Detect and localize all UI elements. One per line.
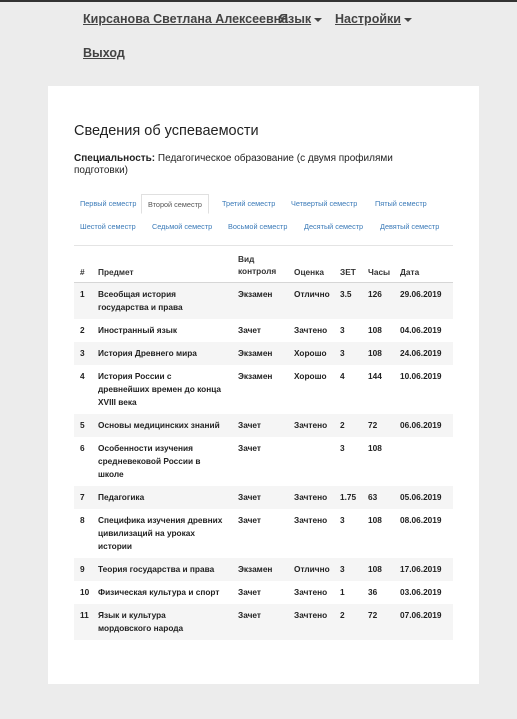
cell-zet: 2	[340, 610, 345, 620]
subject-line: Теория государства и права	[98, 564, 215, 574]
cell-date: 17.06.2019	[400, 564, 442, 574]
cell-subject	[98, 370, 221, 409]
cell-zet: 3	[340, 325, 345, 335]
table-row	[74, 604, 453, 640]
table-row	[74, 283, 453, 319]
cell-num: 3	[80, 348, 85, 358]
cell-control: Зачет	[238, 587, 261, 597]
header-subject: Предмет	[98, 267, 134, 277]
cell-grade: Зачтено	[294, 610, 328, 620]
cell-subject	[98, 563, 214, 576]
cell-hours: 108	[368, 348, 382, 358]
subject-line: Физическая культура и спорт	[98, 587, 220, 597]
cell-control: Зачет	[238, 515, 261, 525]
cell-zet: 2	[340, 420, 345, 430]
cell-zet: 3	[340, 564, 345, 574]
cell-hours: 63	[368, 492, 378, 502]
cell-hours: 108	[368, 515, 382, 525]
table-row	[74, 509, 453, 558]
user-name-link[interactable]: Кирсанова Светлана Алексеевна	[83, 12, 289, 26]
cell-subject	[98, 442, 201, 481]
subject-line: Особенности изучения	[98, 443, 193, 453]
cell-grade: Зачтено	[294, 515, 328, 525]
cell-control: Зачет	[238, 492, 261, 502]
table-row	[74, 437, 453, 486]
cell-hours: 144	[368, 371, 382, 381]
cell-hours: 108	[368, 443, 382, 453]
page-title: Сведения об успеваемости	[74, 123, 259, 139]
table-row	[74, 414, 453, 437]
cell-num: 1	[80, 289, 85, 299]
cell-zet: 3	[340, 348, 345, 358]
subject-line: История России с	[98, 371, 172, 381]
cell-num: 10	[80, 587, 90, 597]
subject-line: Язык и культура	[98, 610, 166, 620]
cell-zet: 3.5	[340, 289, 352, 299]
cell-control: Зачет	[238, 325, 261, 335]
cell-control: Экзамен	[238, 564, 273, 574]
cell-hours: 126	[368, 289, 382, 299]
subject-line: мордовского народа	[98, 623, 184, 633]
cell-num: 6	[80, 443, 85, 453]
cell-subject	[98, 491, 144, 504]
cell-subject	[98, 347, 197, 360]
cell-zet: 3	[340, 515, 345, 525]
settings-dropdown[interactable]	[335, 12, 412, 26]
subject-line: Всеобщая история	[98, 289, 177, 299]
table-row	[74, 342, 453, 365]
subject-line: средневековой России в	[98, 456, 201, 466]
tab-semester-8[interactable]: Восьмой семестр	[228, 222, 288, 231]
subject-line: Иностранный язык	[98, 325, 178, 335]
subject-line: древнейших времен до конца	[98, 384, 222, 394]
cell-date: 07.06.2019	[400, 610, 442, 620]
cell-control: Зачет	[238, 443, 261, 453]
tab-semester-1[interactable]: Первый семестр	[80, 199, 137, 208]
cell-zet: 1.75	[340, 492, 357, 502]
subject-line: школе	[98, 469, 124, 479]
tab-semester-6[interactable]: Шестой семестр	[80, 222, 136, 231]
subject-line: XVIII века	[98, 397, 137, 407]
cell-num: 5	[80, 420, 85, 430]
header-grade: Оценка	[294, 267, 324, 277]
table-row	[74, 558, 453, 581]
tab-semester-4[interactable]: Четвертый семестр	[291, 199, 358, 208]
cell-control: Экзамен	[238, 289, 273, 299]
cell-num: 11	[80, 610, 89, 620]
performance-card	[48, 86, 479, 684]
tab-semester-3[interactable]: Третий семестр	[222, 199, 276, 208]
cell-subject	[98, 609, 183, 635]
cell-num: 9	[80, 564, 85, 574]
header-hours: Часы	[368, 267, 391, 277]
cell-date: 06.06.2019	[400, 420, 442, 430]
subject-line: государства и права	[98, 302, 183, 312]
table-row	[74, 319, 453, 342]
cell-hours: 72	[368, 610, 378, 620]
specialty-value: Педагогическое образование (с двумя профилями подготовки)	[74, 153, 393, 176]
header-control	[238, 253, 276, 277]
top-navigation	[0, 0, 517, 86]
cell-control: Зачет	[238, 420, 261, 430]
cell-hours: 108	[368, 325, 382, 335]
subject-line: История Древнего мира	[98, 348, 197, 358]
header-num: #	[80, 267, 85, 277]
tab-semester-9[interactable]: Десятый семестр	[304, 222, 364, 231]
subject-line: истории	[98, 541, 133, 551]
specialty-info	[74, 153, 434, 177]
cell-control: Экзамен	[238, 371, 273, 381]
header-date: Дата	[400, 267, 420, 277]
cell-subject	[98, 514, 222, 553]
cell-subject	[98, 419, 220, 432]
specialty-label: Специальность:	[74, 153, 156, 164]
cell-subject	[98, 324, 177, 337]
cell-date: 05.06.2019	[400, 492, 442, 502]
cell-zet: 4	[340, 371, 345, 381]
cell-control: Зачет	[238, 610, 261, 620]
header-control-line1: Вид	[238, 254, 255, 264]
cell-num: 8	[80, 515, 85, 525]
caret-down-icon	[314, 18, 322, 22]
header-control-line2: контроля	[238, 266, 277, 276]
cell-grade: Хорошо	[294, 348, 327, 358]
table-row	[74, 365, 453, 414]
cell-date: 10.06.2019	[400, 371, 442, 381]
cell-grade: Зачтено	[294, 587, 328, 597]
subject-line: цивилизаций на уроках	[98, 528, 195, 538]
cell-control: Экзамен	[238, 348, 273, 358]
cell-grade: Зачтено	[294, 325, 328, 335]
table-row	[74, 581, 453, 604]
cell-num: 4	[80, 371, 85, 381]
table-row	[74, 486, 453, 509]
caret-down-icon	[404, 18, 412, 22]
subject-line: Специфика изучения древних	[98, 515, 223, 525]
cell-grade: Зачтено	[294, 492, 328, 502]
language-dropdown[interactable]	[279, 12, 322, 26]
cell-subject	[98, 288, 183, 314]
tab-semester-7[interactable]: Седьмой семестр	[152, 222, 213, 231]
logout-link[interactable]: Выход	[83, 46, 125, 60]
tab-semester-10[interactable]: Девятый семестр	[380, 222, 440, 231]
cell-date: 29.06.2019	[400, 289, 442, 299]
cell-grade: Отлично	[294, 289, 330, 299]
cell-hours: 72	[368, 420, 378, 430]
cell-hours: 36	[368, 587, 378, 597]
language-label: Язык	[279, 12, 312, 26]
cell-date: 03.06.2019	[400, 587, 442, 597]
semester-tabs	[74, 194, 453, 246]
subject-line: Педагогика	[98, 492, 145, 502]
tab-semester-5[interactable]: Пятый семестр	[375, 199, 427, 208]
cell-hours: 108	[368, 564, 382, 574]
cell-date: 24.06.2019	[400, 348, 442, 358]
cell-zet: 3	[340, 443, 345, 453]
cell-num: 7	[80, 492, 85, 502]
cell-date: 04.06.2019	[400, 325, 442, 335]
cell-grade: Отлично	[294, 564, 330, 574]
cell-grade: Зачтено	[294, 420, 328, 430]
cell-date: 08.06.2019	[400, 515, 442, 525]
tab-semester-2[interactable]: Второй семестр	[141, 194, 209, 214]
subject-line: Основы медицинских знаний	[98, 420, 220, 430]
cell-num: 2	[80, 325, 85, 335]
cell-zet: 1	[340, 587, 345, 597]
header-zet: ЗЕТ	[340, 267, 356, 277]
cell-subject	[98, 586, 219, 599]
settings-label: Настройки	[335, 12, 401, 26]
cell-grade: Хорошо	[294, 371, 327, 381]
